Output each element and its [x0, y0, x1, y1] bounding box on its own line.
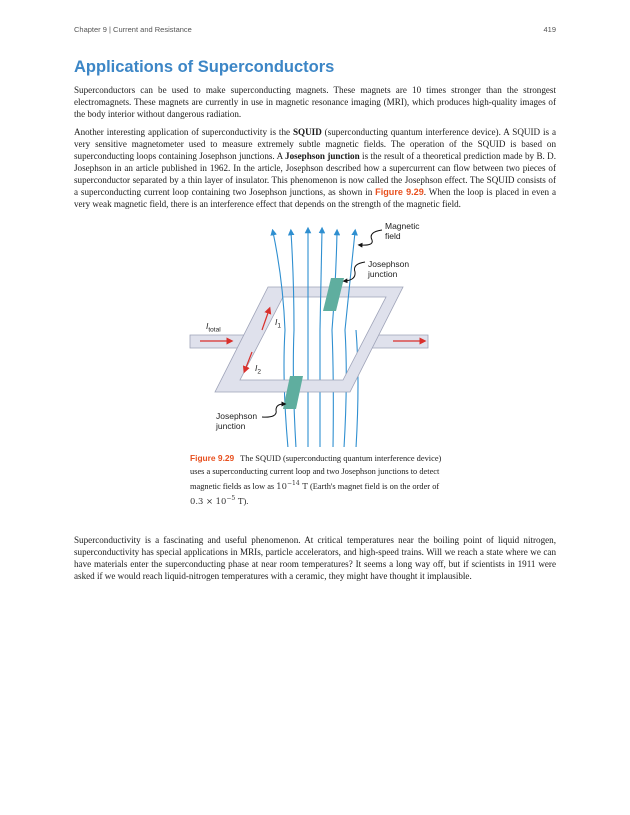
- label-line: Magnetic: [385, 221, 420, 231]
- paragraph-squid: [74, 126, 556, 210]
- text-run: (superconducting quantum interference device). A SQUID is a very sensitive magnetometer used to measure extremely subtle magnetic fields. The operation of the SQUID is based on superconducting loops containing Josephson junctions. A: [74, 127, 556, 161]
- text-run: is the result of a theoretical prediction made by B. D. Josephson in an article published in 1962. In the article, Josephson described how a supercurrent can flow between two pieces of superconductor separated by a thin layer of insulator. This phenomenon is now called the Josephson effect. The SQUID consists of a superconducting current loop containing two Josephson junctions, as shown in: [74, 151, 556, 197]
- label-i2: [255, 363, 261, 378]
- subscript: 1: [277, 322, 281, 330]
- page-number: 419: [543, 25, 556, 34]
- subscript: total: [208, 326, 221, 334]
- label-line: field: [385, 231, 401, 241]
- label-i-total: [206, 321, 221, 336]
- paragraph-conclusion: Superconductivity is a fascinating and useful phenomenon. At critical temperatures near the boiling point of liquid nitrogen, superconductivity has special applications in MRIs, particle accelerators, and high-speed trains. Will we reach a state where we can have materials enter the superconducting phase at near room temperatures? It seems a long way off, but if scientists in 1911 were asked if we would reach liquid-nitrogen temperatures with a ceramic, they might have thought it implausible.: [74, 535, 556, 581]
- caption-text: ).: [243, 497, 249, 507]
- label-magnetic-field: [385, 221, 420, 241]
- math-unit: T: [235, 496, 244, 507]
- section-title: Applications of Superconductors: [74, 58, 335, 76]
- label-i1: [275, 317, 281, 332]
- paragraph-mri: Superconductors can be used to make superconducting magnets. These magnets are 10 times stronger than the strongest electromagnets. These magnets are currently in use in magnetic resonance imaging (MRI), which produces high-quality images of the body interior without dangerous radiation.: [74, 85, 556, 119]
- math-unit: T: [299, 480, 308, 491]
- caption-text: The SQUID (superconducting quantum interference device) uses a superconducting current loop and two Josephson junctions to detect magnetic fields as low as: [190, 454, 442, 491]
- symbol: I: [275, 317, 278, 327]
- subscript: 2: [257, 368, 261, 376]
- math-10-14-T: [276, 481, 308, 491]
- squid-figure: [180, 215, 460, 447]
- text-run: Another interesting application of superconductivity is the: [74, 127, 293, 137]
- running-header: [74, 25, 556, 37]
- superconducting-loop: [190, 287, 428, 392]
- math-exponent: −5: [226, 495, 236, 503]
- label-josephson-junction-bottom: [216, 411, 257, 431]
- label-line: junction: [368, 269, 398, 279]
- label-line: Josephson: [216, 411, 258, 421]
- chapter-title: Chapter 9 | Current and Resistance: [74, 25, 192, 34]
- caption-figure-number: Figure 9.29: [190, 453, 235, 463]
- math-base: 10: [276, 480, 287, 491]
- figure-caption: [190, 452, 445, 509]
- text-run: . When the loop is placed in even a very weak magnetic field, there is an interference effect that depends on the strength of the magnetic field.: [74, 187, 557, 209]
- label-josephson-junction-top: [368, 259, 409, 279]
- math-earth-field: [190, 496, 243, 506]
- term-squid: SQUID: [292, 127, 322, 137]
- label-line: Josephson: [368, 259, 410, 269]
- symbol: I: [206, 321, 209, 331]
- term-josephson-junction: Josephson junction: [285, 151, 360, 161]
- math-exponent: −14: [286, 480, 300, 487]
- math-base: 0.3 × 10: [190, 496, 227, 507]
- label-line: junction: [216, 421, 246, 431]
- symbol: I: [255, 363, 258, 373]
- caption-text: (Earth's magnet field is on the order of: [309, 481, 440, 491]
- figure-link[interactable]: Figure 9.29: [375, 187, 424, 197]
